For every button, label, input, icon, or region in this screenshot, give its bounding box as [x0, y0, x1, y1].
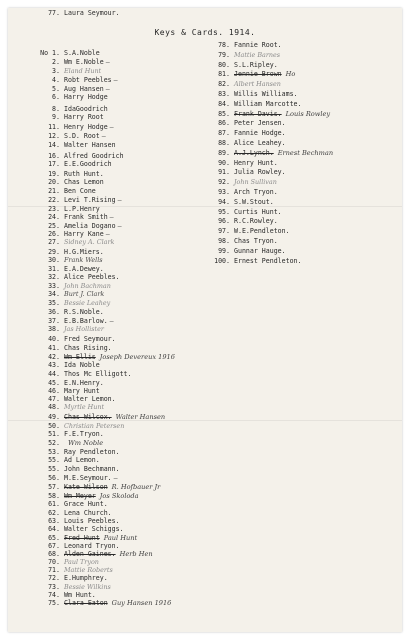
handwritten-name: Paul Tryon: [64, 558, 99, 566]
entry-name: S.A.Noble: [64, 49, 100, 57]
entry-number: 86.: [218, 119, 230, 128]
entry-number: No 1.: [40, 49, 60, 57]
entry-number: 56.: [48, 474, 60, 482]
list-item: [30, 140, 116, 150]
entry-number: 41.: [48, 344, 60, 352]
entry-name: S.L.Ripley.: [234, 60, 278, 69]
entry-name: Fred Hunt: [64, 534, 100, 542]
check-dash: –: [105, 230, 110, 238]
entry-name: Fannie Hodge.: [234, 129, 286, 138]
entry-number: 12.: [48, 132, 60, 140]
entry-name: Jennie Brown: [234, 70, 282, 79]
entry-number: 42.: [48, 353, 60, 361]
page-title: Keys & Cards. 1914.: [154, 28, 256, 37]
entry-name: Wm Hunt.: [64, 591, 96, 599]
list-item: [204, 89, 298, 99]
handwritten-name: Mattie Roberts: [64, 566, 113, 574]
handwritten-name: John Sullivan: [234, 178, 277, 187]
entry-number: 36.: [48, 308, 60, 316]
entry-name: Amelia Dogano: [64, 222, 116, 230]
list-item: [30, 402, 104, 412]
entry-number: 71.: [48, 566, 60, 574]
entry-number: 31.: [48, 265, 60, 273]
entry-number: 11.: [48, 123, 60, 131]
entry-name: Wm E.Noble: [64, 58, 104, 66]
entry-name: Wm Ellis: [64, 353, 96, 361]
entry-number: 45.: [48, 379, 60, 387]
entry-name: Alfred Goodrich: [64, 152, 124, 160]
entry-name: Alice Peebles.: [64, 273, 120, 281]
entry-name: Curtis Hunt.: [234, 207, 282, 216]
entry-name: Harry Hodge: [64, 93, 108, 101]
entry-name: Julia Rowley.: [234, 168, 286, 177]
entry-name: H.G.Miers.: [64, 248, 104, 256]
handwritten-name: Bessie Wilkins: [64, 583, 111, 591]
entry-number: 79.: [218, 50, 230, 59]
entry-name: R.C.Rowley.: [234, 217, 278, 226]
entry-name: Levi T.Rising: [64, 196, 116, 204]
entry-name: S.W.Stout.: [234, 197, 274, 206]
entry-name: L.P.Henry: [64, 205, 100, 213]
list-item: [204, 69, 295, 79]
entry-number: 19.: [48, 170, 60, 178]
entry-number: 74.: [48, 591, 60, 599]
handwritten-note: Herb Hen: [119, 550, 153, 558]
handwritten-name: Sidney A. Clark: [64, 238, 115, 246]
entry-number: 2.: [52, 58, 60, 66]
entry-name: Chas Tryon.: [234, 237, 278, 245]
entry-number: 6.: [52, 93, 60, 101]
entry-name: Ray Pendleton.: [64, 448, 120, 456]
entry-number: 52.: [48, 439, 60, 447]
entry-name: Gunnar Hauge.: [234, 246, 286, 255]
entry-name: Grace Hunt.: [64, 500, 108, 508]
list-item: [204, 60, 278, 70]
entry-number: 48.: [48, 403, 60, 411]
entry-name: Willis Williams.: [234, 90, 298, 98]
list-item: [204, 177, 277, 187]
list-item: [204, 118, 286, 128]
entry-number: 94.: [218, 197, 230, 206]
entry-name: William Marcotte.: [234, 99, 302, 108]
handwritten-note: Jos Skoloda: [99, 492, 139, 500]
entry-number: 16.: [48, 152, 60, 160]
entry-name: Walter Schiggs.: [64, 525, 124, 533]
entry-name: Leonard Tryon.: [64, 542, 120, 550]
entry-name: M.E.Seymour.: [64, 474, 112, 482]
list-item: [204, 99, 302, 109]
entry-number: 84.: [218, 99, 230, 108]
entry-name: Harry Kane: [64, 230, 104, 238]
list-item: [30, 112, 104, 122]
entry-number: 40.: [48, 335, 60, 343]
entry-number: 58.: [48, 492, 60, 500]
handwritten-name: Jas Hollister: [64, 325, 104, 333]
entry-number: 90.: [218, 158, 230, 167]
entry-number: 43.: [48, 361, 60, 369]
entry-number: 29.: [48, 248, 60, 256]
handwritten-name: Mattie Barnes: [234, 50, 281, 59]
entry-number: 27.: [48, 238, 60, 246]
entry-name: Henry Hunt.: [234, 158, 278, 167]
handwritten-note: Louis Rowley: [285, 109, 331, 118]
entry-number: 85.: [218, 109, 230, 118]
entry-name: Louis Peebles.: [64, 517, 120, 525]
entry-number: 20.: [48, 178, 60, 186]
entry-number: 64.: [48, 525, 60, 533]
handwritten-note: R. Hofbauer Jr: [111, 483, 161, 491]
entry-number: 3.: [52, 67, 60, 75]
entry-number: 38.: [48, 325, 60, 333]
entry-name: Robt Peebles: [64, 76, 112, 84]
entry-number: 8.: [52, 105, 60, 113]
entry-name: Ad Lemon.: [64, 456, 100, 464]
entry-number: 4.: [52, 76, 60, 84]
entry-name: Kate Wilson: [64, 483, 108, 491]
entry-name: Harry Root: [64, 113, 104, 121]
list-item: [30, 324, 104, 334]
entry-number: 83.: [218, 90, 230, 98]
handwritten-name: Christian Petersen: [64, 422, 125, 430]
entry-number: 63.: [48, 517, 60, 525]
entry-number: 22.: [48, 196, 60, 204]
entry-number: 65.: [48, 534, 60, 542]
list-item: [204, 226, 290, 236]
list-item: [204, 187, 278, 197]
entry-name: Chas Lemon: [64, 178, 104, 186]
entry-number: 5.: [52, 85, 60, 93]
entry-number: 87.: [218, 129, 230, 138]
list-item: [204, 197, 274, 207]
entry-name: John Bechmann.: [64, 465, 120, 473]
handwritten-name: Albert Hansen: [234, 80, 281, 89]
list-item: [204, 167, 286, 177]
check-dash: –: [109, 213, 114, 221]
entry-number: 78.: [218, 41, 230, 49]
entry-name: Alden Gaines.: [64, 550, 116, 558]
entry-number: 23.: [48, 205, 60, 213]
entry-name: E.A.Dewey.: [64, 265, 104, 273]
list-item: [204, 50, 280, 60]
entry-number: 30.: [48, 256, 60, 264]
entry-name: Walter Hansen: [64, 141, 116, 149]
entry-number: 9.: [52, 113, 60, 121]
entry-number: 55.: [48, 465, 60, 473]
list-item: [30, 8, 120, 18]
entry-number: 17.: [48, 160, 60, 168]
handwritten-note: Wm Noble: [68, 439, 104, 447]
entry-number: 93.: [218, 188, 230, 196]
entry-name: Lena Church.: [64, 509, 112, 517]
entry-name: Ernest Pendleton.: [234, 256, 302, 265]
entry-name: R.S.Noble.: [64, 308, 104, 316]
entry-number: 96.: [218, 217, 230, 226]
entry-number: 88.: [218, 139, 230, 147]
entry-number: 33.: [48, 282, 60, 290]
entry-name: A.J.Lynch.: [234, 148, 274, 157]
entry-number: 50.: [48, 422, 60, 430]
entry-name: Ida Noble: [64, 361, 100, 369]
handwritten-name: Bessie Leahey: [64, 299, 111, 307]
entry-name: W.E.Pendleton.: [234, 227, 290, 236]
entry-name: Wm Meyer: [64, 492, 96, 500]
entry-number: 53.: [48, 448, 60, 456]
entry-name: Fannie Root.: [234, 41, 282, 49]
check-dash: –: [117, 222, 122, 230]
entry-number: 35.: [48, 299, 60, 307]
entry-number: 25.: [48, 222, 60, 230]
entry-number: 75.: [48, 599, 60, 607]
list-item: [30, 237, 114, 247]
entry-name: E.N.Henry.: [64, 379, 104, 387]
entry-number: 47.: [48, 395, 60, 403]
list-item: [204, 109, 330, 119]
list-item: [204, 158, 278, 168]
check-dash: –: [109, 317, 114, 325]
handwritten-name: Eland Hunt: [64, 67, 102, 75]
list-item: [204, 246, 286, 256]
entry-number: 14.: [48, 141, 60, 149]
entry-name: S.D. Root: [64, 132, 100, 140]
entry-number: 26.: [48, 230, 60, 238]
entry-number: 24.: [48, 213, 60, 221]
check-dash: –: [105, 58, 110, 66]
entry-name: IdaGoodrich: [64, 105, 108, 113]
handwritten-note: Guy Hansen 1916: [111, 599, 172, 607]
entry-number: 82.: [218, 80, 230, 89]
entry-number: 61.: [48, 500, 60, 508]
entry-name: Mary Hunt: [64, 387, 100, 395]
handwritten-note: Walter Hansen: [115, 413, 166, 421]
entry-number: 97.: [218, 227, 230, 236]
entry-name: Chas Rising.: [64, 344, 112, 352]
entry-number: 100.: [214, 256, 230, 265]
check-dash: –: [113, 76, 118, 84]
entry-name: Chas Wilcox.: [64, 413, 112, 421]
entry-name: Thos Mc Elligott.: [64, 370, 132, 378]
list-item: [204, 128, 286, 138]
entry-number: 98.: [218, 237, 230, 245]
handwritten-name: Myrtle Hunt: [64, 403, 105, 411]
entry-name: Frank Davis.: [234, 109, 282, 118]
check-dash: –: [113, 474, 118, 482]
check-dash: –: [109, 123, 114, 131]
handwritten-name: Frank Wells: [64, 256, 103, 264]
list-item: [30, 92, 108, 102]
entry-number: 49.: [48, 413, 60, 421]
list-item: [204, 40, 282, 50]
entry-number: 81.: [218, 70, 230, 79]
handwritten-name: John Bachman: [64, 282, 111, 290]
list-item: [204, 207, 282, 217]
entry-name: Arch Tryon.: [234, 188, 278, 196]
list-item: [204, 256, 302, 266]
list-item: [204, 216, 278, 226]
entry-name: Henry Hodge: [64, 123, 108, 131]
entry-name: Fred Seymour.: [64, 335, 116, 343]
list-item: [30, 159, 112, 169]
entry-number: 92.: [218, 178, 230, 187]
entry-name: F.E.Tryon.: [64, 430, 104, 438]
entry-number: 46.: [48, 387, 60, 395]
entry-number: 21.: [48, 187, 60, 195]
check-dash: –: [117, 196, 122, 204]
entry-number: 99.: [218, 246, 230, 255]
entry-number: 44.: [48, 370, 60, 378]
entry-number: 34.: [48, 290, 60, 298]
handwritten-note: Ho: [285, 70, 296, 79]
entry-number: 73.: [48, 583, 60, 591]
entry-number: 55.: [48, 456, 60, 464]
entry-number: 32.: [48, 273, 60, 281]
list-item: [204, 79, 281, 89]
entry-name: E.E.Goodrich: [64, 160, 112, 168]
list-item: [30, 598, 171, 608]
entry-name: Laura Seymour.: [64, 9, 120, 17]
handwritten-note: Ernest Bechman: [277, 148, 334, 157]
entry-number: 70.: [48, 558, 60, 566]
entry-number: 68.: [48, 550, 60, 558]
entry-name: Ben Cone: [64, 187, 96, 195]
entry-number: 37.: [48, 317, 60, 325]
entry-number: 67.: [48, 542, 60, 550]
entry-name: E.B.Barlow.: [64, 317, 108, 325]
entry-number: 89.: [218, 148, 230, 157]
entry-name: Clara Eaton: [64, 599, 108, 607]
document-page: [8, 8, 402, 632]
entry-number: 80.: [218, 60, 230, 69]
entry-number: 77.: [48, 9, 60, 17]
entry-number: 51.: [48, 430, 60, 438]
entry-name: Alice Leahey.: [234, 139, 286, 147]
list-item: [204, 138, 286, 148]
check-dash: –: [105, 85, 110, 93]
entry-name: Ruth Hunt.: [64, 170, 104, 178]
handwritten-name: Burt J. Clark: [64, 290, 105, 298]
entry-name: E.Humphrey.: [64, 574, 108, 582]
handwritten-note: Paul Hunt: [103, 534, 138, 542]
entry-name: Aug Hansen: [64, 85, 104, 93]
entry-number: 95.: [218, 207, 230, 216]
list-item: [204, 236, 278, 246]
entry-number: 57.: [48, 483, 60, 491]
entry-name: Peter Jensen.: [234, 119, 286, 128]
entry-name: Walter Lemon.: [64, 395, 116, 403]
handwritten-note: Joseph Devereux 1916: [99, 353, 175, 361]
entry-number: 91.: [218, 168, 230, 177]
entry-number: 62.: [48, 509, 60, 517]
check-dash: –: [101, 132, 106, 140]
entry-number: 72.: [48, 574, 60, 582]
list-item: [204, 148, 333, 158]
entry-name: Frank Smith: [64, 213, 108, 221]
